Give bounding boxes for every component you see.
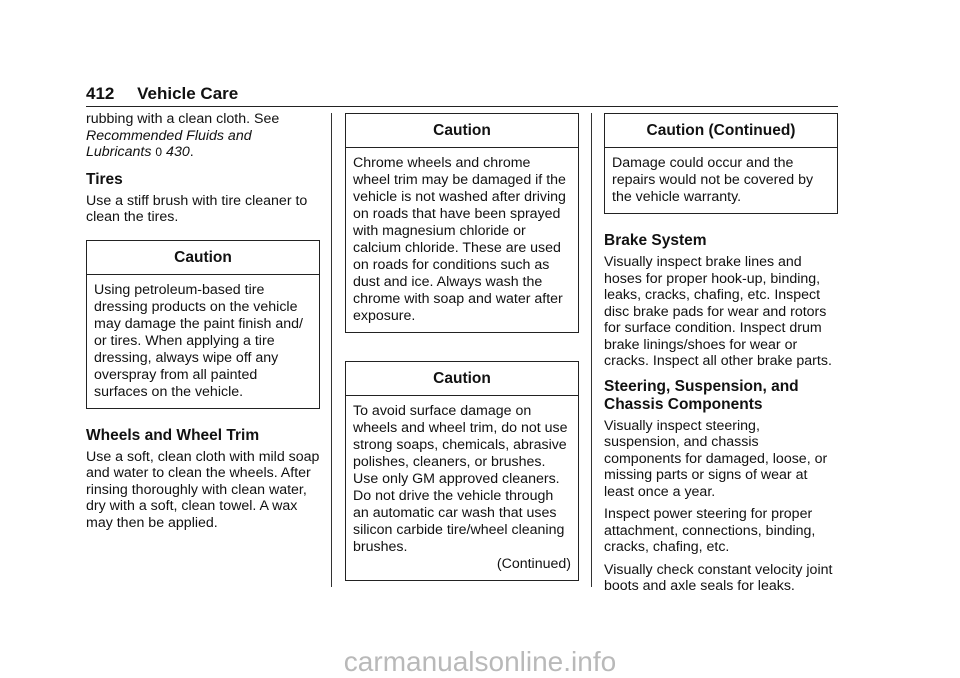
tires-text: Use a stiff brush with tire cleaner to clean the tires. [86,192,308,225]
continued-label: (Continued) [496,556,571,572]
page-ref[interactable]: 430 [162,144,190,160]
column-1 [86,111,320,537]
caution-body: Using petroleum-based tire dressing products on the vehicle may damage the paint finish and/ or tires. When applying a tire dressing, always wipe off any overspray from all painted surfaces on the vehicle. [94,281,304,400]
page-number: 412 [86,84,115,103]
caution-box-tires [86,240,320,409]
page-ref-icon: 0 [155,145,163,159]
wheels-text: Use a soft, clean cloth with mild soap and water to clean the wheels. After rinsing thoroughly with clean water, dry with a soft, clean towel. A wax may then be applied. [86,448,320,531]
cv-joint-text: Visually check constant velocity joint boots and axle seals for leaks. [604,561,833,594]
caution-box-chrome [345,113,579,333]
brake-text: Visually inspect brake lines and hoses for proper hook-up, binding, leaks, cracks, chafing, etc. Inspect disc brake pads for wear and rotors for surface condition. Inspect drum brake linings/shoes for wear or cracks. Inspect all other brake parts. [604,254,832,369]
column-divider-2 [591,113,592,587]
steering-heading: Steering, Suspension, and Chassis Components [604,377,799,413]
watermark: carmanualsonline.info [343,646,617,677]
caution-box-continued [604,113,838,214]
column-divider-1 [331,113,332,587]
intro-paragraph: rubbing with a clean cloth. See Recommended Fluids and Lubricants 0 430. [86,111,280,160]
wheels-heading: Wheels and Wheel Trim [86,426,260,444]
column-3 [604,111,838,601]
fluids-link[interactable]: Recommended Fluids and Lubricants [86,127,252,160]
column-2 [345,111,579,593]
caution-body: To avoid surface damage on wheels and wheel trim, do not use strong soaps, chemicals, abrasive polishes, cleaners, or brushes. Use only GM approved cleaners. Do not drive the vehicle through an automatic car wash that uses silicon carbide tire/wheel cleaning brushes. [353,403,568,555]
brake-heading: Brake System [604,232,707,249]
caution-box-surface [345,361,579,581]
section-title: Vehicle Care [137,84,239,103]
caution-title: Caution [87,241,319,275]
caution-title: Caution [346,362,578,396]
caution-body: Chrome wheels and chrome wheel trim may be damaged if the vehicle is not washed after driving on roads that have been sprayed with magnesium chloride or calcium chloride. These are used on roads for conditions such as dust and ice. Always wash the chrome with soap and water after exposure. [353,155,566,324]
tires-heading: Tires [86,170,123,188]
power-steering-text: Inspect power steering for proper attachment, connections, binding, cracks, chafing, etc. [604,506,816,555]
page-header [86,82,838,107]
steering-text: Visually inspect steering, suspension, and chassis components for damaged, loose, or missing parts or signs of wear at least once a year. [604,417,828,500]
caution-body: Damage could occur and the repairs would not be covered by the vehicle warranty. [612,155,814,205]
caution-title: Caution [346,114,578,148]
caution-title: Caution (Continued) [605,114,837,148]
